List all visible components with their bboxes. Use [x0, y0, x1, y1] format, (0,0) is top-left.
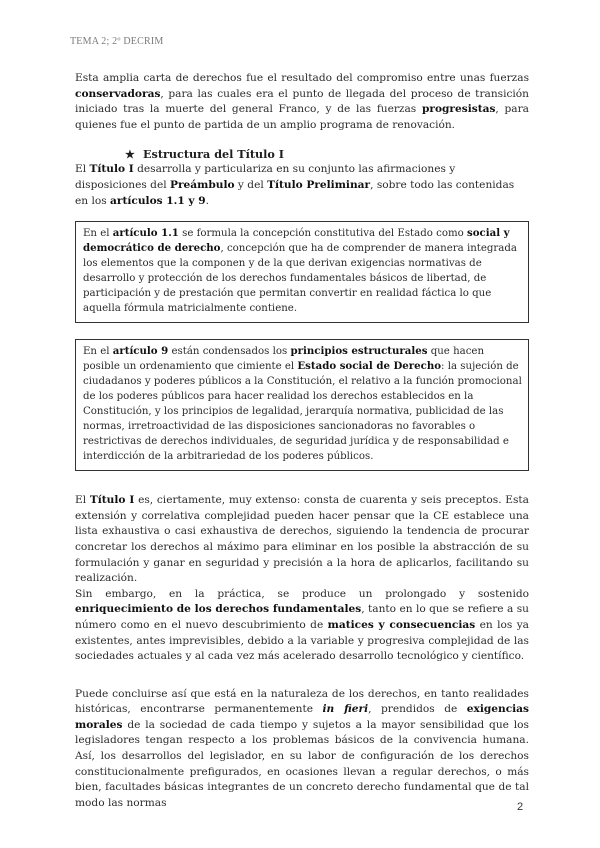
- running-header: TEMA 2; 2º DECRIM: [70, 36, 164, 47]
- text: Puede concluirse así que está en la naturaleza de los derechos, en tanto realidades históricas, encontrarse permanentemente: [75, 687, 529, 716]
- callout-box-articulo-1-1: [75, 221, 529, 323]
- emphasis: in fieri: [322, 703, 369, 716]
- callout-text: [83, 226, 522, 316]
- section-heading: [125, 146, 529, 162]
- callout-box-articulo-9: [75, 339, 529, 471]
- text: , para las cuales era el punto de llegada del proceso de transición iniciado tras la muerte del general Franco, y de las fuerzas: [75, 87, 529, 116]
- callout-text: [83, 344, 522, 464]
- text: , sobre todo las contenidas en los: [75, 178, 515, 207]
- emphasis: progresistas: [421, 103, 496, 116]
- text: Esta amplia carta de derechos fue el resultado del compromiso entre unas fuerzas: [75, 72, 529, 84]
- paragraph-enriquecimiento: [75, 587, 529, 665]
- text: y del: [234, 178, 268, 191]
- text: que hacen posible un ordenamiento que cimiente el: [83, 346, 485, 373]
- text: es, ciertamente, muy extenso: consta de cuarenta y seis preceptos. Esta extensión y correlativa complejidad pueden hacer pensar que la CE establece una lista exhaustiva o casi exhaustiva de derechos, siguiendo la tendencia de procurar concretar los derechos al máximo para eliminar en los posible la abstracción de su formulación y ganar en seguridad y precisión a la hora de aplicarlos, facilitando su realización.: [75, 494, 529, 585]
- text: de la sociedad de cada tiempo y sujetos a la mayor sensibilidad que los legisladores tengan respecto a los problemas básicos de la convivencia humana. Así, los desarrollos del legislador, en su labor de configuración de los derechos constitucionalmente prefigurados, en ocasiones llevan a regular derechos, o más bien, facultades básicas integrantes de un concreto derecho fundamental que de tal modo las normas: [75, 718, 529, 809]
- text: , para quienes fue el punto de partida de un amplio programa de renovación.: [75, 103, 529, 131]
- text: : la sujeción de ciudadanos y poderes públicos a la Constitución, el relativo a la función promocional de los poderes públicos para hacer realidad los derechos establecidos en la Constitución, y los principios de legalidad, jerarquía normativa, publicidad de las normas, irretroactividad de las disposiciones sancionadoras no favorables o restrictivas de derechos individuales, de seguridad jurídica y de responsabilidad e interdicción de la arbitrariedad de los poderes públicos.: [83, 361, 522, 463]
- text: , tanto en lo que se refiere a su número como en el nuevo descubrimiento de: [75, 603, 529, 631]
- emphasis: conservadoras: [75, 87, 161, 100]
- paragraph-extension: [75, 493, 529, 587]
- emphasis: enriquecimiento de los derechos fundamentales: [75, 603, 362, 616]
- text: En el: [83, 346, 113, 358]
- text: , prendidos de: [368, 703, 467, 716]
- emphasis: artículo 1.1: [112, 227, 179, 240]
- paragraph-titulo-i: [75, 162, 529, 209]
- emphasis: matices y consecuencias: [327, 618, 476, 631]
- star-icon: ★: [125, 147, 136, 162]
- text: El: [75, 163, 90, 176]
- text: están condensados los: [168, 346, 291, 358]
- emphasis: Estado social de Derecho: [297, 360, 442, 373]
- emphasis: artículos 1.1 y 9: [110, 194, 206, 207]
- emphasis: Título Preliminar: [267, 178, 371, 191]
- emphasis: artículo 9: [112, 345, 169, 358]
- emphasis: Preámbulo: [170, 178, 235, 191]
- text: En el: [83, 228, 113, 240]
- page-content: [75, 71, 529, 811]
- text: en los ya existentes, antes imprevisibles, debido a la variable y progresiva complejidad de las sociedades actuales y al cada vez más acelerado desarrollo tecnológico y científico.: [75, 618, 529, 663]
- text: Sin embargo, en la práctica, se produce un prolongado y sostenido: [75, 587, 529, 600]
- emphasis: social y democrático de derecho: [83, 227, 510, 255]
- emphasis: principios estructurales: [290, 345, 428, 358]
- text: El: [75, 494, 90, 507]
- section-heading-text: Estructura del Título I: [143, 147, 285, 162]
- paragraph-conclusion: [75, 687, 529, 812]
- emphasis: Título I: [89, 163, 134, 176]
- text: , concepción que ha de comprender de manera integrada los elementos que la componen y de la que derivan exigencias normativas de desarrollo y protección de los derechos fundamentales básicos de libertad, de participación y de prestación que permitan convertir en realidad fáctica lo que aquella fórmula matricialmente contiene.: [83, 243, 517, 315]
- text: se formula la concepción constitutiva del Estado como: [178, 228, 467, 240]
- text: desarrolla y particulariza en su conjunto las afirmaciones y disposiciones del: [75, 163, 456, 191]
- page-number: 2: [517, 801, 524, 813]
- text: .: [205, 194, 209, 207]
- emphasis: exigencias morales: [75, 703, 529, 731]
- emphasis: Título I: [89, 494, 135, 507]
- paragraph-intro: [75, 71, 529, 133]
